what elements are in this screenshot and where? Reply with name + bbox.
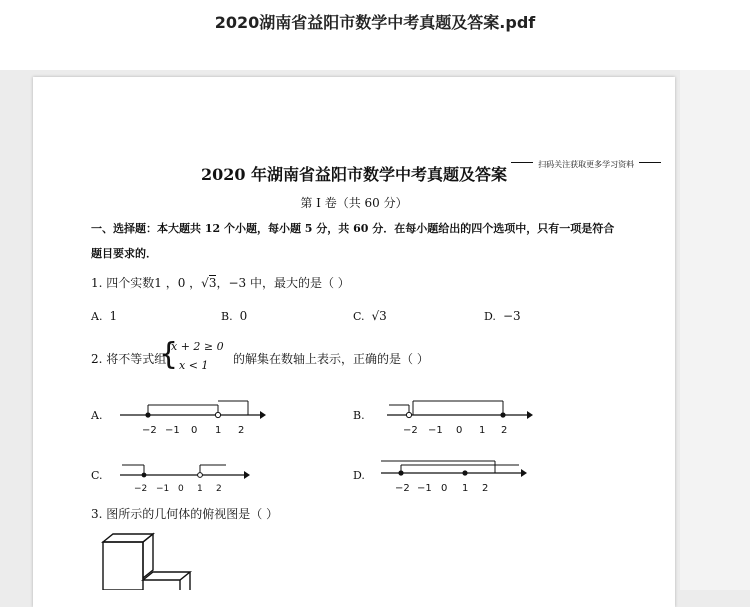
tick-label: 2 xyxy=(501,425,508,436)
brace-icon: { xyxy=(159,337,179,372)
q2-prefix: 2. 将不等式组 xyxy=(91,352,167,366)
volume-heading: 第 I 卷（共 60 分） xyxy=(300,196,408,210)
geometry-figure xyxy=(98,530,198,590)
q1-option-b xyxy=(221,309,247,323)
tick-label: −1 xyxy=(156,484,170,494)
tick-label: 1 xyxy=(215,425,222,436)
q1-option-c-label: C. xyxy=(353,310,365,323)
tick-label: 0 xyxy=(191,425,198,436)
q1-option-d-label: D. xyxy=(484,310,496,323)
q1-option-a-label: A. xyxy=(91,310,103,323)
tick-label: −2 xyxy=(395,483,410,494)
tick-label: 2 xyxy=(482,483,489,494)
q1-option-d xyxy=(484,309,521,323)
q2-option-c-label: C. xyxy=(91,469,103,482)
viewer-header xyxy=(0,0,750,70)
q1-option-c xyxy=(353,309,387,323)
q2-option-b-label: B. xyxy=(353,409,365,422)
tick-label: 1 xyxy=(197,484,203,494)
q1-option-b-label: B. xyxy=(221,310,233,323)
tick-label: −2 xyxy=(403,425,418,436)
q1-option-a xyxy=(91,309,117,323)
tick-label: −1 xyxy=(165,425,180,436)
tick-label: −2 xyxy=(142,425,157,436)
q1-root-value: 3 xyxy=(208,276,217,290)
q2-suffix: 的解集在数轴上表示，正确的是（ ） xyxy=(233,352,429,366)
q2-inequality-1: x + 2 ≥ 0 xyxy=(171,340,224,353)
q1-option-a-value: 1 xyxy=(109,309,118,323)
number-line-a xyxy=(118,395,266,439)
tick-label: 0 xyxy=(441,483,448,494)
number-line-b xyxy=(385,395,533,439)
tick-label: 0 xyxy=(178,484,184,494)
q2-option-d-label: D. xyxy=(353,469,365,482)
tick-label: 1 xyxy=(479,425,486,436)
doc-title: 2020 年湖南省益阳市数学中考真题及答案 xyxy=(200,165,508,184)
tick-label: 1 xyxy=(462,483,469,494)
file-title: 2020湖南省益阳市数学中考真题及答案.pdf xyxy=(214,13,536,32)
q1-option-b-value: 0 xyxy=(239,309,248,323)
section-instructions-line2: 题目要求的． xyxy=(91,247,157,260)
tick-label: −2 xyxy=(134,484,148,494)
q2-option-a-label: A. xyxy=(91,409,103,422)
sqrt-symbol: √ xyxy=(201,276,209,290)
tick-label: −1 xyxy=(428,425,443,436)
q1-prefix: 1. 四个实数1 ，0 ， xyxy=(91,276,202,290)
section-instructions-line1: 一、选择题：本大题共 12 个小题，每小题 5 分，共 60 分．在每小题给出的四个选项中，只有一项是符合 xyxy=(91,222,615,235)
scroll-area xyxy=(680,70,750,590)
tick-label: 0 xyxy=(456,425,463,436)
q2-inequality-2: x < 1 xyxy=(179,359,209,372)
side-note-text: 扫码关注获取更多学习资料 xyxy=(538,160,635,169)
pdf-page xyxy=(33,77,675,607)
q1-suffix: ，−3 中，最大的是（ ） xyxy=(216,276,350,290)
number-line-c xyxy=(118,457,266,499)
question-1 xyxy=(91,274,350,291)
tick-label: 2 xyxy=(238,425,245,436)
q1-option-d-value: −3 xyxy=(502,309,521,323)
tick-label: 2 xyxy=(216,484,222,494)
question-3: 3. 图所示的几何体的俯视图是（ ） xyxy=(91,507,279,521)
tick-label: −1 xyxy=(417,483,432,494)
number-line-d xyxy=(379,455,527,499)
q1-option-c-value: √3 xyxy=(371,309,387,323)
